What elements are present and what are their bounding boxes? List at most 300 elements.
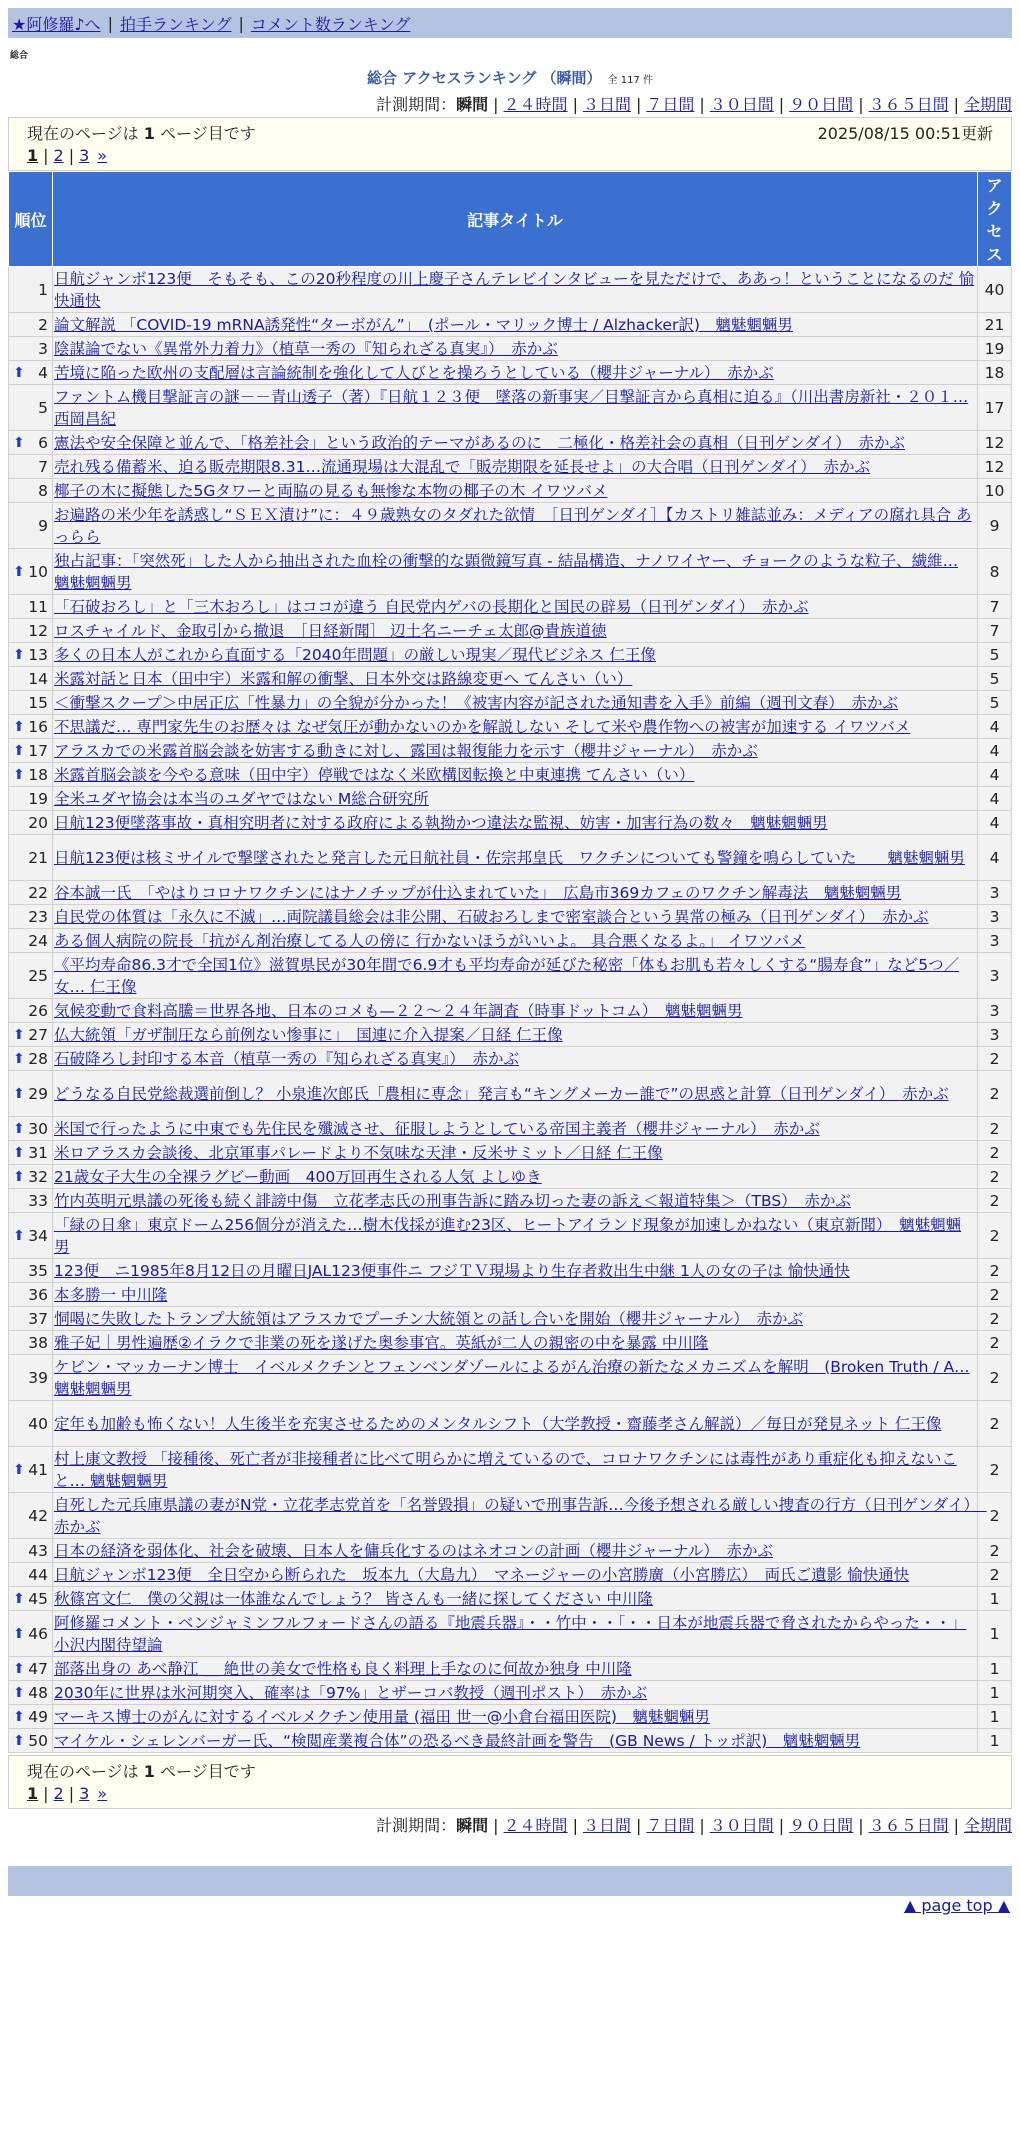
article-link[interactable]: どうなる自民党総裁選前倒し？ 小泉進次郎氏「農相に専念」発言も“キングメーカー誰で”の思惑と計算（日刊ゲンダイ） 赤かぶ (54, 1084, 949, 1103)
period-link[interactable]: ３０日間 (709, 95, 774, 114)
access-count: 2 (978, 1047, 1012, 1071)
period-separator: | (858, 1816, 864, 1835)
up-arrow-icon: ⬆ (13, 1085, 25, 1102)
rank-number: 4 (38, 363, 48, 382)
table-row (9, 385, 1012, 431)
rank-cell (9, 953, 53, 999)
title-cell (53, 835, 978, 881)
access-count: 2 (978, 1539, 1012, 1563)
access-count: 3 (978, 929, 1012, 953)
rank-cell (9, 1259, 53, 1283)
period-link[interactable]: ３日間 (582, 1816, 631, 1835)
access-count: 12 (978, 431, 1012, 455)
rank-number: 46 (28, 1624, 48, 1643)
access-count: 5 (978, 643, 1012, 667)
genre-label: 総合 (10, 51, 29, 61)
table-row (9, 337, 1012, 361)
up-arrow-icon: ⬆ (13, 1168, 25, 1185)
pager-next[interactable]: » (97, 145, 108, 165)
home-link[interactable]: ★阿修羅♪へ (12, 14, 101, 34)
article-link[interactable]: 日航123便は核ミサイルで撃墜されたと発言した元日航社員・佐宗邦皇氏 ワクチンについても警鐘を鳴らしていた 魑魅魍魎男 (54, 848, 965, 867)
article-link[interactable]: ケビン・マッカーナン博士 イベルメクチンとフェンベンダゾールによるがん治療の新たなメカニズムを解明 (Broken Truth / A… 魑魅魍魎男 (54, 1357, 970, 1398)
table-row (9, 739, 1012, 763)
title-cell (53, 881, 978, 905)
rank-cell (9, 787, 53, 811)
period-separator: | (493, 95, 499, 114)
access-count: 1 (978, 1729, 1012, 1753)
rank-number: 19 (28, 789, 48, 808)
up-arrow-icon: ⬆ (13, 1708, 25, 1725)
article-link[interactable]: マイケル・シェレンバーガー氏、“検閲産業複合体”の恐るべき最終計画を警告 (GB News / トッポ訳) 魑魅魍魎男 (54, 1731, 861, 1750)
up-arrow-icon: ⬆ (13, 1732, 25, 1749)
table-row (9, 763, 1012, 787)
rank-cell (9, 999, 53, 1023)
table-row (9, 1259, 1012, 1283)
up-arrow-icon: ⬆ (13, 766, 25, 783)
rank-number: 50 (28, 1731, 48, 1750)
ranking-table (8, 171, 1012, 1753)
table-row (9, 619, 1012, 643)
period-label: 計測期間： (376, 1816, 457, 1835)
table-row (9, 811, 1012, 835)
table-row (9, 431, 1012, 455)
table-row (9, 1539, 1012, 1563)
period-link[interactable]: ７日間 (646, 95, 695, 114)
comment-ranking-link[interactable]: コメント数ランキング (250, 14, 411, 34)
article-link[interactable]: 自民党の体質は「永久に不滅」…両院議員総会は非公開、石破おろしまで密室談合という異常の極み（日刊ゲンダイ） 赤かぶ (54, 907, 929, 926)
rank-number: 16 (28, 717, 48, 736)
title-cell (53, 643, 978, 667)
table-row (9, 1493, 1012, 1539)
table-row (9, 835, 1012, 881)
pager-link[interactable]: 2 (53, 1783, 64, 1803)
article-link[interactable]: 部落出身の あべ静江 ＿ 絶世の美女で性格も良く料理上手なのに何故か独身 中川隆 (54, 1659, 632, 1678)
period-separator: | (493, 1816, 499, 1835)
rank-cell (9, 1331, 53, 1355)
up-arrow-icon: ⬆ (13, 1461, 25, 1478)
table-row (9, 1141, 1012, 1165)
title-cell (53, 385, 978, 431)
rank-cell (9, 479, 53, 503)
article-link[interactable]: 21歳女子大生の全裸ラグビー動画 400万回再生される人気 よしゆき (54, 1167, 542, 1186)
page-top-link[interactable]: ▲ page top ▲ (903, 1896, 1010, 1915)
table-row (9, 503, 1012, 549)
access-count: 2 (978, 1117, 1012, 1141)
article-link[interactable]: 不思議だ… 専門家先生のお歴々は なぜ気圧が動かないのかを解説しない そして米や農作物への被害が加速する イワツバメ (54, 717, 911, 736)
period-separator: | (635, 1816, 642, 1835)
access-count: 2 (978, 1259, 1012, 1283)
article-link[interactable]: 論文解説 「COVID-19 mRNA誘発性“ターボがん”」 (ポール・マリック博士 / Alzhacker訳) 魑魅魍魎男 (54, 315, 793, 334)
article-link[interactable]: 2030年に世界は氷河期突入、確率は「97%」とザーコバ教授（週刊ポスト） 赤かぶ (54, 1683, 648, 1702)
pager-link[interactable]: 3 (79, 145, 90, 165)
rank-number: 22 (28, 883, 48, 902)
rank-cell (9, 1189, 53, 1213)
title-cell (53, 1023, 978, 1047)
table-row (9, 1331, 1012, 1355)
rank-number: 33 (28, 1191, 48, 1210)
up-arrow-icon: ⬆ (13, 1144, 25, 1161)
rank-cell (9, 385, 53, 431)
total-count: 全 117 件 (607, 75, 653, 86)
rank-number: 17 (28, 741, 48, 760)
period-current: 瞬間 (456, 95, 489, 114)
access-count: 4 (978, 715, 1012, 739)
pager-separator: | (68, 145, 75, 165)
up-arrow-icon: ⬆ (13, 563, 25, 580)
up-arrow-icon: ⬆ (13, 646, 25, 663)
rank-number: 45 (28, 1589, 48, 1608)
access-count: 5 (978, 691, 1012, 715)
rank-number: 14 (28, 669, 48, 688)
title-cell (53, 361, 978, 385)
rank-cell (9, 1447, 53, 1493)
access-count: 5 (978, 667, 1012, 691)
rank-number: 34 (28, 1226, 48, 1245)
rank-cell (9, 835, 53, 881)
access-count: 2 (978, 1447, 1012, 1493)
period-link[interactable]: ２４時間 (503, 1816, 568, 1835)
rank-column-header: 順位 (9, 172, 53, 267)
table-row (9, 1047, 1012, 1071)
access-count: 3 (978, 953, 1012, 999)
title-cell (53, 1729, 978, 1753)
article-link[interactable]: 谷本誠一氏 「やはりコロナワクチンにはナノチップが仕込まれていた」 広島市369カフェのワクチン解毒法 魑魅魍魎男 (54, 883, 902, 902)
article-link[interactable]: 日航123便墜落事故・真相究明者に対する政府による執拗かつ違法な監視、妨害・加害行為の数々 魑魅魍魎男 (54, 813, 828, 832)
rank-number: 23 (28, 907, 48, 926)
bottom-bar (8, 1866, 1012, 1896)
page-status-pre: 現在のページは (27, 123, 139, 143)
period-link[interactable]: ９０日間 (789, 95, 854, 114)
title-cell (53, 1141, 978, 1165)
rank-number: 30 (28, 1119, 48, 1138)
title-cell (53, 1657, 978, 1681)
page-info-top (8, 117, 1012, 171)
rank-number: 39 (28, 1368, 48, 1387)
title-cell (53, 337, 978, 361)
title-cell (53, 455, 978, 479)
rank-cell (9, 1355, 53, 1401)
title-cell (53, 811, 978, 835)
period-link[interactable]: ９０日間 (789, 1816, 854, 1835)
table-row (9, 905, 1012, 929)
article-link[interactable]: 独占記事：「突然死」した人から抽出された血栓の衝撃的な顕微鏡写真 - 結晶構造、ナノワイヤー、チョークのような粒子、繊維… 魑魅魍魎男 (54, 551, 959, 592)
up-arrow-icon: ⬆ (13, 1590, 25, 1607)
rank-number: 35 (28, 1261, 48, 1280)
rank-number: 3 (38, 339, 48, 358)
table-row (9, 267, 1012, 313)
article-link[interactable]: 本多勝一 中川隆 (54, 1285, 168, 1304)
title-cell (53, 1539, 978, 1563)
article-link[interactable]: 「石破おろし」と「三木おろし」はココが違う 自民党内ゲバの長期化と国民の辟易（日刊ゲンダイ） 赤かぶ (54, 597, 809, 616)
article-link[interactable]: 多くの日本人がこれから直面する「2040年問題」の厳しい現実／現代ビジネス 仁王像 (54, 645, 656, 664)
pager (27, 144, 993, 166)
article-link[interactable]: 気候変動で食料高騰＝世界各地、日本のコメも—２２～２４年調査（時事ドットコム） 魑魅魍魎男 (54, 1001, 743, 1020)
title-cell (53, 1117, 978, 1141)
rank-number: 9 (38, 516, 48, 535)
rank-number: 2 (38, 315, 48, 334)
rank-number: 44 (28, 1565, 48, 1584)
page-status (27, 121, 256, 144)
title-cell (53, 953, 978, 999)
access-count: 4 (978, 787, 1012, 811)
title-cell (53, 503, 978, 549)
rank-number: 40 (28, 1414, 48, 1433)
access-count: 17 (978, 385, 1012, 431)
access-count: 2 (978, 1165, 1012, 1189)
table-row (9, 953, 1012, 999)
access-count: 21 (978, 313, 1012, 337)
nav-separator: | (238, 13, 244, 33)
period-separator: | (778, 95, 785, 114)
rank-number: 26 (28, 1001, 48, 1020)
title-cell (53, 905, 978, 929)
rank-cell (9, 643, 53, 667)
rank-cell (9, 1117, 53, 1141)
article-link[interactable]: 米国で行ったように中東でも先住民を殲滅させ、征服しようとしている帝国主義者（櫻井ジャーナル） 赤かぶ (54, 1119, 820, 1138)
rank-number: 18 (28, 765, 48, 784)
table-row (9, 1657, 1012, 1681)
article-link[interactable]: 雅子妃｜男性遍歴②イラクで非業の死を遂げた奥参事官。英紙が二人の親密の中を暴露 中川隆 (54, 1333, 709, 1352)
access-count: 1 (978, 1681, 1012, 1705)
rank-cell (9, 1401, 53, 1447)
article-link[interactable]: 村上康文教授 「接種後、死亡者が非接種者に比べて明らかに増えているので、コロナワクチンには毒性があり重症化も抑えないこと… 魑魅魍魎男 (54, 1449, 957, 1490)
rank-number: 24 (28, 931, 48, 950)
rank-cell (9, 715, 53, 739)
rank-cell (9, 1493, 53, 1539)
rank-cell (9, 929, 53, 953)
rank-cell (9, 1213, 53, 1259)
article-link[interactable]: ロスチャイルド、金取引から撤退 ［日経新聞］ 辺土名ニーチェ太郎@貴族道徳 (54, 621, 607, 640)
table-row (9, 479, 1012, 503)
period-link[interactable]: ３６５日間 (868, 95, 949, 114)
access-count: 1 (978, 1657, 1012, 1681)
period-separator: | (572, 1816, 578, 1835)
period-link[interactable]: ２４時間 (503, 95, 568, 114)
table-row (9, 1705, 1012, 1729)
article-link[interactable]: 憲法や安全保障と並んで、「格差社会」という政治的テーマがあるのに 二極化・格差社会の真相（日刊ゲンダイ） 赤かぶ (54, 433, 905, 452)
rank-cell (9, 1563, 53, 1587)
pager-link[interactable]: 2 (53, 145, 64, 165)
title-cell (53, 1189, 978, 1213)
period-separator: | (953, 95, 959, 114)
period-separator: | (699, 1816, 705, 1835)
period-link[interactable]: 全期間 (963, 95, 1012, 114)
rank-number: 1 (38, 280, 48, 299)
access-count: 2 (978, 1283, 1012, 1307)
title-cell (53, 787, 978, 811)
rank-number: 43 (28, 1541, 48, 1560)
rank-cell (9, 431, 53, 455)
period-link[interactable]: ３日間 (582, 95, 631, 114)
rank-number: 5 (38, 398, 48, 417)
access-column-header: アクセス (978, 172, 1012, 267)
rank-number: 15 (28, 693, 48, 712)
title-cell (53, 691, 978, 715)
access-count: 2 (978, 1331, 1012, 1355)
ranking-rows (9, 267, 1012, 1753)
article-link[interactable]: 日航ジャンボ123便 全日空から断られた 坂本九（大島九） マネージャーの小宮勝廣（小宮勝広） 両氏ご遺影 愉快通快 (54, 1565, 910, 1584)
rank-cell (9, 811, 53, 835)
article-link[interactable]: マーキス博士のがんに対するイベルメクチン使用量 (福田 世一@小倉台福田医院) 魑魅魍魎男 (54, 1707, 710, 1726)
title-cell (53, 1681, 978, 1705)
article-link[interactable]: 阿修羅コメント・ベンジャミンフルフォードさんの語る『地震兵器』・・竹中・・「・・日本が地震兵器で脅されたからやった・・」 小沢内閣待望論 (54, 1613, 967, 1654)
rank-cell (9, 595, 53, 619)
article-link[interactable]: 123便 ニ1985年8月12日の月曜日JAL123便事件ニ フジＴＶ現場より生存者救出生中継 1人の女の子は 愉快通快 (54, 1261, 850, 1280)
title-cell (53, 1071, 978, 1117)
access-count: 2 (978, 1307, 1012, 1331)
article-link[interactable]: ある個人病院の院長「抗がん剤治療してる人の傍に 行かないほうがいいよ。 具合悪くなるよ。」 イワツバメ (54, 931, 805, 950)
title-cell (53, 595, 978, 619)
rank-cell (9, 1611, 53, 1657)
article-link[interactable]: 米露対話と日本（田中宇）米露和解の衝撃、日本外交は路線変更へ てんさい（い） (54, 669, 633, 688)
page-status-row (27, 1758, 993, 1782)
access-count: 3 (978, 1023, 1012, 1047)
title-cell (53, 267, 978, 313)
pager-next[interactable]: » (97, 1783, 108, 1803)
table-row (9, 999, 1012, 1023)
rank-number: 38 (28, 1333, 48, 1352)
rank-number: 42 (28, 1506, 48, 1525)
access-count: 19 (978, 337, 1012, 361)
rank-cell (9, 1047, 53, 1071)
table-row (9, 1563, 1012, 1587)
article-link[interactable]: 陰謀論でない《異常外力着力》（植草一秀の『知られざる真実』） 赤かぶ (54, 339, 558, 358)
period-label: 計測期間： (376, 95, 457, 114)
article-link[interactable]: お遍路の米少年を誘惑し“ＳＥＸ漬け”に：４９歳熟女のタダれた欲情 ［日刊ゲンダイ］【カストリ雑誌並み：メディアの腐れ具合 あっらら (54, 505, 972, 546)
period-link[interactable]: ３６５日間 (868, 1816, 949, 1835)
access-count: 1 (978, 1611, 1012, 1657)
current-page-number: 1 (143, 123, 155, 143)
pager-link[interactable]: 3 (79, 1783, 90, 1803)
up-arrow-icon: ⬆ (13, 1050, 25, 1067)
title-cell (53, 1705, 978, 1729)
article-link[interactable]: 竹内英明元県議の死後も続く誹謗中傷 立花孝志氏の刑事告訴に踏み切った妻の訴え＜報道特集＞（TBS） 赤かぶ (54, 1191, 851, 1210)
article-link[interactable]: ファントム機目撃証言の謎－－青山透子（著）『日航１２３便 墜落の新事実／目撃証言から真相に迫る』（川出書房新社・２０１… 西岡昌紀 (54, 387, 969, 428)
table-row (9, 691, 1012, 715)
article-link[interactable]: 自死した元兵庫県議の妻がN党・立花孝志党首を「名誉毀損」の疑いで刑事告訴…今後予想される厳しい捜査の行方（日刊ゲンダイ） 赤かぶ (54, 1495, 987, 1536)
up-arrow-icon: ⬆ (13, 364, 25, 381)
article-link[interactable]: ＜衝撃スクープ＞中居正広「性暴力」の全貌が分かった！《被害内容が記された通知書を入手》前編（週刊文春） 赤かぶ (54, 693, 898, 712)
article-link[interactable]: 椰子の木に擬態した5Gタワーと両脇の見るも無惨な本物の椰子の木 イワツバメ (54, 481, 608, 500)
rank-cell (9, 619, 53, 643)
period-link[interactable]: ７日間 (646, 1816, 695, 1835)
article-link[interactable]: 全米ユダヤ協会は本当のユダヤではない M総合研究所 (54, 789, 429, 808)
title-column-header: 記事タイトル (53, 172, 978, 267)
applause-ranking-link[interactable]: 拍手ランキング (119, 14, 232, 34)
period-link[interactable]: 全期間 (963, 1816, 1012, 1835)
access-count: 2 (978, 1141, 1012, 1165)
title-cell (53, 1283, 978, 1307)
table-row (9, 1587, 1012, 1611)
rank-cell (9, 1141, 53, 1165)
article-link[interactable]: 《平均寿命86.3才で全国1位》滋賀県民が30年間で6.9才も平均寿命が延びた秘密「体もお肌も若々しくする“腸寿食”」など5つ／女… 仁王像 (54, 955, 960, 996)
access-count: 2 (978, 1563, 1012, 1587)
access-count: 2 (978, 1401, 1012, 1447)
access-count: 10 (978, 479, 1012, 503)
article-link[interactable]: 日本の経済を弱体化、社会を破壊、日本人を傭兵化するのはネオコンの計画（櫻井ジャーナル） 赤かぶ (54, 1541, 774, 1560)
period-link[interactable]: ３０日間 (709, 1816, 774, 1835)
access-count: 4 (978, 811, 1012, 835)
table-row (9, 1117, 1012, 1141)
title-cell (53, 1213, 978, 1259)
rank-cell (9, 667, 53, 691)
rank-number: 29 (28, 1084, 48, 1103)
article-link[interactable]: 苦境に陥った欧州の支配層は言論統制を強化して人びとを操ろうとしている（櫻井ジャーナル） 赤かぶ (54, 363, 774, 382)
title-cell (53, 1307, 978, 1331)
rank-number: 25 (28, 966, 48, 985)
pager-separator: | (43, 1783, 49, 1803)
article-link[interactable]: 米露首脳会談を今やる意味（田中宇）停戦ではなく米欧構図転換と中東連携 てんさい（い） (54, 765, 695, 784)
article-link[interactable]: アラスカでの米露首脳会談を妨害する動きに対し、露国は報復能力を示す（櫻井ジャーナル） 赤かぶ (54, 741, 758, 760)
title-cell (53, 1401, 978, 1447)
page-status-post: ページ目です (160, 1761, 256, 1781)
up-arrow-icon: ⬆ (13, 1684, 25, 1701)
article-link[interactable]: 秋篠宮文仁 僕の父親は一体誰なんでしょう？ 皆さんも一緒に探してください 中川隆 (54, 1589, 653, 1608)
period-selector-bottom (8, 1813, 1012, 1836)
table-row (9, 1729, 1012, 1753)
table-row (9, 549, 1012, 595)
access-count: 4 (978, 763, 1012, 787)
table-row (9, 667, 1012, 691)
table-row (9, 361, 1012, 385)
access-count: 7 (978, 595, 1012, 619)
rank-cell (9, 691, 53, 715)
access-count: 12 (978, 455, 1012, 479)
table-row (9, 1681, 1012, 1705)
table-row (9, 643, 1012, 667)
article-link[interactable]: 石破降ろし封印する本音（植草一秀の『知られざる真実』） 赤かぶ (54, 1049, 520, 1068)
article-link[interactable]: 恫喝に失敗したトランプ大統領はアラスカでプーチン大統領との話し合いを開始（櫻井ジャーナル） 赤かぶ (54, 1309, 803, 1328)
table-row (9, 1165, 1012, 1189)
article-link[interactable]: 仏大統領「ガザ制圧なら前例ない惨事に」 国連に介入提案／日経 仁王像 (54, 1025, 563, 1044)
access-count: 8 (978, 549, 1012, 595)
access-count: 2 (978, 1189, 1012, 1213)
up-arrow-icon: ⬆ (13, 1660, 25, 1677)
title-cell (53, 1563, 978, 1587)
title-cell (53, 1447, 978, 1493)
access-count: 3 (978, 905, 1012, 929)
article-link[interactable]: 日航ジャンボ123便 そもそも、この20秒程度の川上慶子さんテレビインタビューを見ただけで、ああっ！ということになるのだ 愉快通快 (54, 269, 975, 310)
access-count: 2 (978, 1355, 1012, 1401)
rank-cell (9, 1729, 53, 1753)
rank-number: 28 (28, 1049, 48, 1068)
article-link[interactable]: 売れ残る備蓄米、迫る販売期限8.31…流通現場は大混乱で「販売期限を延長せよ」の大合唱（日刊ゲンダイ） 赤かぶ (54, 457, 871, 476)
title-cell (53, 739, 978, 763)
period-separator: | (778, 1816, 785, 1835)
rank-cell (9, 881, 53, 905)
article-link[interactable]: 「緑の日傘」東京ドーム256個分が消えた…樹木伐採が進む23区、ヒートアイランド現象が加速しかねない（東京新聞） 魑魅魍魎男 (54, 1215, 962, 1256)
rank-cell (9, 1705, 53, 1729)
rank-number: 20 (28, 813, 48, 832)
title-cell (53, 619, 978, 643)
access-count: 3 (978, 881, 1012, 905)
rank-number: 10 (28, 562, 48, 581)
article-link[interactable]: 定年も加齢も怖くない！人生後半を充実させるためのメンタルシフト（大学教授・齋藤孝さん解説）／毎日が発見ネット 仁王像 (54, 1414, 942, 1433)
rank-number: 7 (38, 457, 48, 476)
title-cell (53, 313, 978, 337)
rank-number: 49 (28, 1707, 48, 1726)
period-current: 瞬間 (456, 1816, 489, 1835)
table-row (9, 1189, 1012, 1213)
ranking-title (8, 67, 1012, 88)
page-info-bottom (8, 1755, 1012, 1809)
table-row (9, 595, 1012, 619)
rank-cell (9, 313, 53, 337)
up-arrow-icon: ⬆ (13, 434, 25, 451)
table-row (9, 881, 1012, 905)
rank-cell (9, 1071, 53, 1117)
article-link[interactable]: 米ロアラスカ会談後、北京軍事パレードより不気味な天津・反米サミット／日経 仁王像 (54, 1143, 663, 1162)
